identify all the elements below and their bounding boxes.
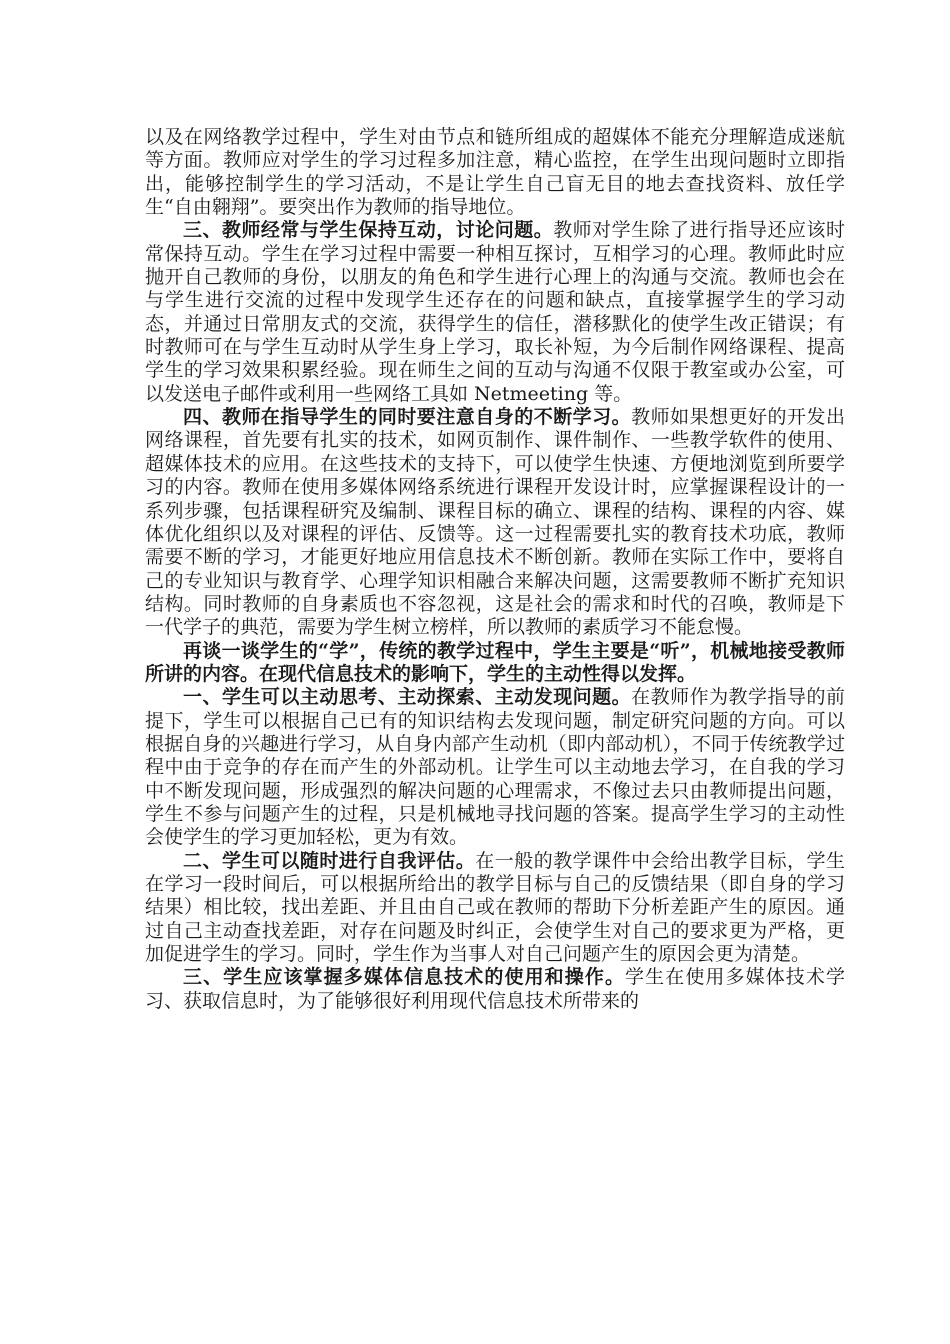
- paragraph-student-self-assessment: [145, 850, 845, 967]
- paragraph-continuation: [145, 126, 845, 219]
- paragraph-text: 以及在网络教学过程中，学生对由节点和链所组成的超媒体不能充分理解造成迷航等方面。教师应对学生的学习过程多加注意，精心监控，在学生出现问题时立即指出，能够控制学生的学习活动，不是让学生自己盲无目的地去查找资料、放任学生“自由翱翔”。要突出作为教师的指导地位。: [145, 126, 845, 219]
- paragraph-student-multimedia-skills: [145, 966, 845, 1013]
- paragraph-heading: 再谈一谈学生的“学”，传统的教学过程中，学生主要是“听”，机械地接受教师所讲的内容。在现代信息技术的影响下，学生的主动性得以发挥。: [145, 639, 845, 685]
- paragraph-text: 在教师作为教学指导的前提下，学生可以根据自己已有的知识结构去发现问题，制定研究问题的方向。可以根据自身的兴趣进行学习，从自身内部产生动机（即内部动机），不同于传统教学过程中由于竞争的存在而产生的外部动机。让学生可以主动地去学习，在自我的学习中不断发现问题，形成强烈的解决问题的心理需求，不像过去只由教师提出问题，学生不参与问题产生的过程，只是机械地寻找问题的答案。提高学生学习的主动性会使学生的学习更加轻松，更为有效。: [145, 686, 845, 849]
- paragraph-heading: 三、教师经常与学生保持互动，讨论问题。: [183, 219, 554, 242]
- paragraph-text: 在一般的教学课件中会给出教学目标，学生在学习一段时间后，可以根据所给出的教学目标与自己的反馈结果（即自身的学习结果）相比较，找出差距、并且由自己或在教师的帮助下分析差距产生的原因。通过自己主动查找差距，对存在问题及时纠正，会使学生对自己的要求更为严格，更加促进学生的学习。同时，学生作为当事人对自己问题产生的原因会更为清楚。: [145, 849, 845, 966]
- paragraph-student-section-intro: [145, 640, 845, 687]
- paragraph-heading: 四、教师在指导学生的同时要注意自身的不断学习。: [183, 406, 632, 429]
- paragraph-heading: 一、学生可以主动思考、主动探索、主动发现问题。: [183, 686, 632, 709]
- paragraph-text: 教师对学生除了进行指导还应该时常保持互动。学生在学习过程中需要一种相互探讨，互相学习的心理。教师此时应抛开自己教师的身份，以朋友的角色和学生进行心理上的沟通与交流。教师也会在与学生进行交流的过程中发现学生还存在的问题和缺点，直接掌握学生的学习动态，并通过日常朋友式的交流，获得学生的信任，潜移默化的使学生改正错误；有时教师可在与学生互动时从学生身上学习，取长补短，为今后制作网络课程、提高学生的学习效果积累经验。现在师生之间的互动与沟通不仅限于教室或办公室，可以发送电子邮件或利用一些网络工具如 Netmeeting 等。: [145, 219, 845, 405]
- paragraph-teacher-interaction: [145, 219, 845, 406]
- paragraph-heading: 二、学生可以随时进行自我评估。: [183, 849, 476, 872]
- paragraph-student-active-thinking: [145, 686, 845, 849]
- paragraph-text: 教师如果想更好的开发出网络课程，首先要有扎实的技术，如网页制作、课件制作、一些教学软件的使用、超媒体技术的应用。在这些技术的支持下，可以使学生快速、方便地浏览到所要学习的内容。教师在使用多媒体网络系统进行课程开发设计时，应掌握课程设计的一系列步骤，包括课程研究及编制、课程目标的确立、课程的结构、课程的内容、媒体优化组织以及对课程的评估、反馈等。这一过程需要扎实的教育技术功底，教师需要不断的学习，才能更好地应用信息技术不断创新。教师在实际工作中，要将自己的专业知识与教育学、心理学知识相融合来解决问题，这需要教师不断扩充知识结构。同时教师的自身素质也不容忽视，这是社会的需求和时代的召唤，教师是下一代学子的典范，需要为学生树立榜样，所以教师的素质学习不能怠慢。: [145, 406, 845, 639]
- paragraph-heading: 三、学生应该掌握多媒体信息技术的使用和操作。: [183, 966, 626, 989]
- paragraph-text: 学生在使用多媒体技术学习、获取信息时，为了能够很好利用现代信息技术所带来的: [145, 966, 845, 1012]
- document-page: [145, 126, 845, 1013]
- paragraph-teacher-learning: [145, 406, 845, 639]
